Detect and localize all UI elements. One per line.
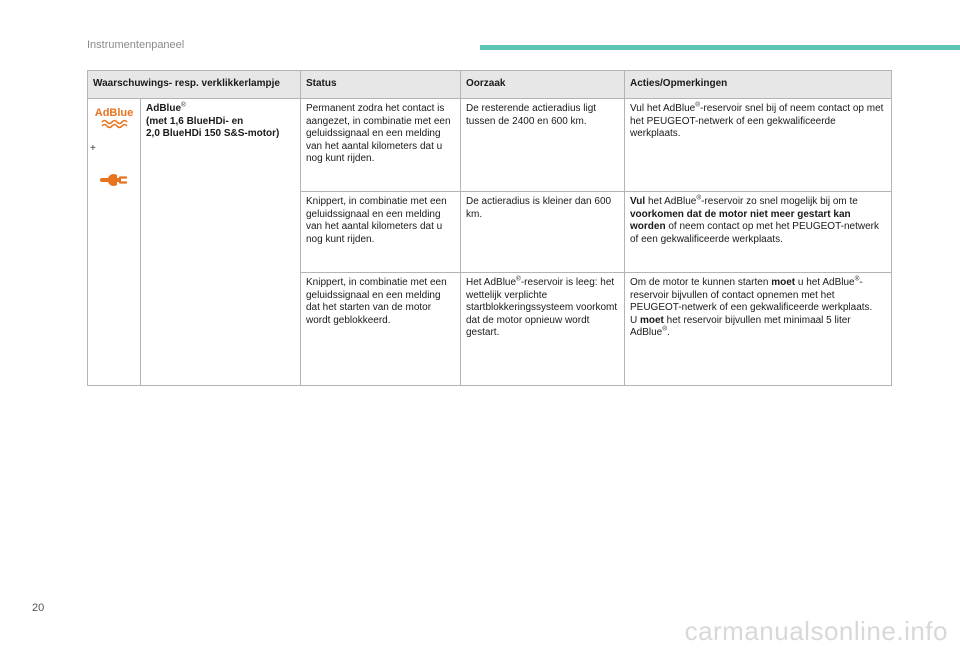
status-cell: Permanent zodra het contact is aangezet, in combinatie met een geluidssignaal en een melding van het aantal kilometers dat u nog kunt rijden. — [301, 99, 461, 192]
cause-cell: De resterende actieradius ligt tussen de 2400 en 600 km. — [461, 99, 625, 192]
wrench-icon — [99, 172, 129, 188]
page-number: 20 — [32, 602, 45, 614]
status-cell: Knippert, in combinatie met een geluidssignaal en een melding dat het starten van de motor wordt geblokkeerd. — [301, 273, 461, 386]
column-header-status: Status — [301, 71, 461, 99]
action-cell: Vul het AdBlue®-reservoir zo snel mogelijk bij om te voorkomen dat de motor niet meer gestart kan worden of neem contact op met het PEUGEOT-netwerk of een gekwalificeerde werkplaats. — [625, 192, 892, 273]
warning-light-name: AdBlue® (met 1,6 BlueHDi- en 2,0 BlueHDi 150 S&S-motor) — [141, 99, 301, 386]
table-row — [88, 99, 892, 192]
cause-cell: De actieradius is kleiner dan 600 km. — [461, 192, 625, 273]
adblue-icon — [94, 105, 134, 131]
status-cell: Knippert, in combinatie met een geluidssignaal en een melding van het aantal kilometers dat u nog kunt rijden. — [301, 192, 461, 273]
table-header-row — [88, 71, 892, 99]
column-header-actions: Acties/Opmerkingen — [625, 71, 892, 99]
svg-text:AdBlue: AdBlue — [94, 107, 134, 119]
action-cell: Om de motor te kunnen starten moet u het AdBlue®-reservoir bijvullen of contact opnemen met het PEUGEOT-netwerk of een gekwalificeerde werkplaats. U moet het reservoir bijvullen met minimaal 5 liter AdBlue®. — [625, 273, 892, 386]
header-accent-bar — [480, 45, 960, 50]
warning-lights-table — [87, 70, 892, 386]
action-cell: Vul het AdBlue®-reservoir snel bij of neem contact op met het PEUGEOT-netwerk of een gekwalificeerde werkplaats. — [625, 99, 892, 192]
watermark: carmanualsonline.info — [684, 616, 948, 646]
section-title: Instrumentenpaneel — [87, 39, 185, 51]
column-header-warning-light: Waarschuwings- resp. verklikkerlampje — [88, 71, 301, 99]
column-header-cause: Oorzaak — [461, 71, 625, 99]
cause-cell: Het AdBlue®-reservoir is leeg: het wettelijk verplichte startblokkeringssysteem voorkomt dat de motor opnieuw wordt gestart. — [461, 273, 625, 386]
warning-icon-cell — [88, 99, 141, 386]
plus-sign: + — [90, 143, 96, 154]
